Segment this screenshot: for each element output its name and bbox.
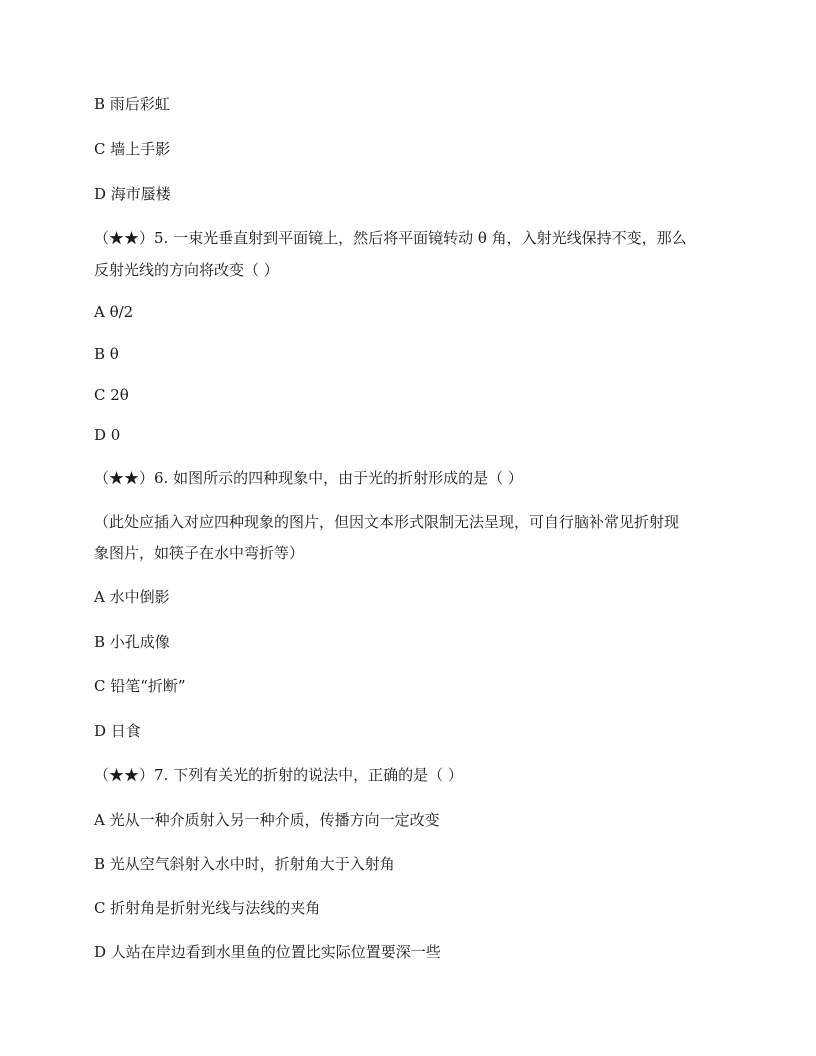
q4-option-b: B 雨后彩虹 [94, 95, 170, 113]
q7-option-b: B 光从空气斜射入水中时，折射角大于入射角 [94, 855, 395, 873]
q7-option-c: C 折射角是折射光线与法线的夹角 [94, 899, 321, 917]
q7-stem: （★★）7. 下列有关光的折射的说法中，正确的是（ ） [94, 766, 463, 784]
q5-option-a: A θ/2 [94, 303, 134, 321]
q4-option-c: C 墙上手影 [94, 140, 171, 158]
q6-stem: （★★）6. 如图所示的四种现象中，由于光的折射形成的是（ ） [94, 469, 523, 487]
q6-option-c: C 铅笔“折断” [94, 677, 186, 695]
q5-option-d: D 0 [94, 426, 121, 444]
q5-stem-line1: （★★）5. 一束光垂直射到平面镜上，然后将平面镜转动 θ 角，入射光线保持不变，那么 [94, 229, 687, 247]
q6-note-line1: （此处应插入对应四种现象的图片，但因文本形式限制无法呈现，可自行脑补常见折射现 [94, 513, 680, 531]
q4-option-d: D 海市蜃楼 [94, 185, 171, 203]
q5-option-b: B θ [94, 345, 119, 363]
q6-option-b: B 小孔成像 [94, 633, 170, 651]
q6-note-line2: 象图片，如筷子在水中弯折等） [94, 544, 305, 562]
q7-option-a: A 光从一种介质射入另一种介质，传播方向一定改变 [94, 811, 440, 829]
q6-option-a: A 水中倒影 [94, 588, 170, 606]
q5-option-c: C 2θ [94, 386, 129, 404]
q5-stem-line2: 反射光线的方向将改变（ ） [94, 261, 279, 279]
q6-option-d: D 日食 [94, 722, 141, 740]
q7-option-d: D 人站在岸边看到水里鱼的位置比实际位置要深一些 [94, 943, 441, 961]
